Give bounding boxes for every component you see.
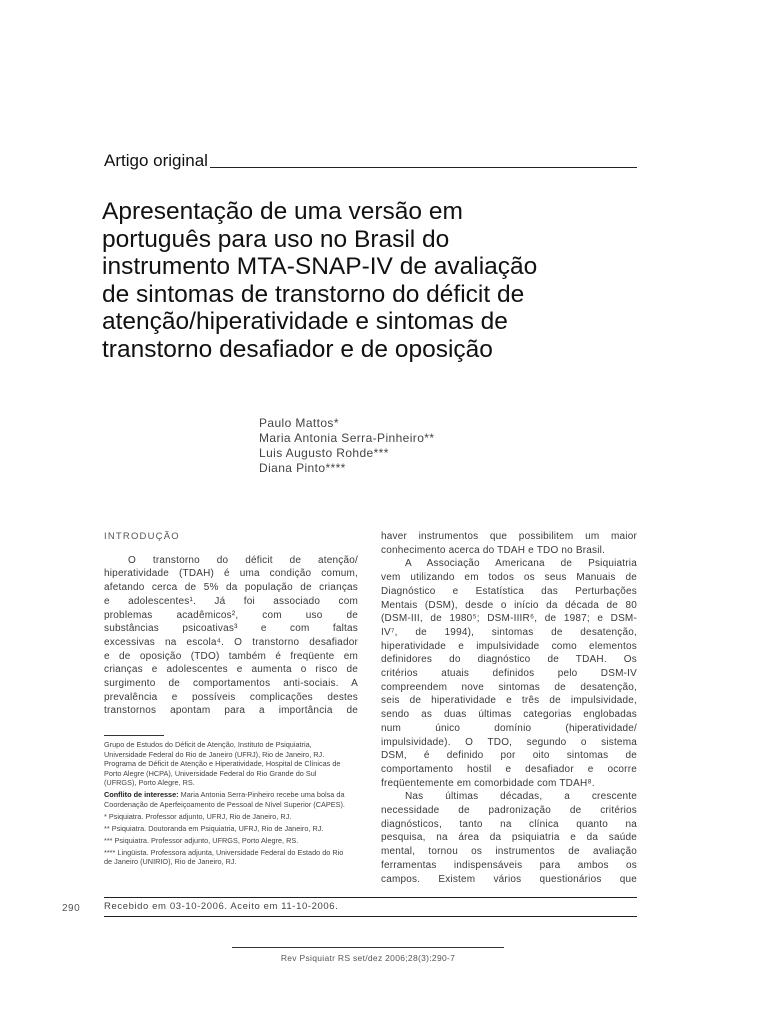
author-note: *** Psiquiatra. Professor adjunto, UFRGS, Porto Alegre, RS. — [104, 835, 299, 845]
body-line: substâncias psicoativas³ e com faltas — [104, 623, 358, 635]
footnote-line: Grupo de Estudos do Déficit de Atenção, Instituto de Psiquiatria, — [104, 740, 312, 749]
article-title — [102, 198, 642, 363]
footnote-line: Universidade Federal do Rio de Janeiro (UFRJ), Rio de Janeiro, RJ. — [104, 749, 325, 759]
body-line: afetando cerca de 5% da população de crianças — [104, 582, 358, 594]
body-line: seis de hiperatividade e três de impulsividade, — [381, 695, 637, 707]
body-line: Nas últimas décadas, a crescente — [405, 791, 637, 803]
footnote-rule — [104, 735, 164, 736]
title-line: transtorno desafiador e de oposição — [102, 335, 493, 363]
body-line: hiperatividade (TDAH) é uma condição comum, — [104, 568, 358, 580]
section-label: Artigo original — [104, 151, 208, 170]
body-line: prevalência e possíveis complicações destes — [104, 691, 358, 703]
body-line: definidores do diagnóstico de TDAH. Os — [381, 654, 637, 666]
body-line: freqüentemente em comorbidade com TDAH⁸. — [381, 777, 595, 789]
title-line: de sintomas de transtorno do déficit de — [102, 280, 525, 308]
author-note — [104, 848, 360, 867]
title-line: instrumento MTA-SNAP-IV de avaliação — [102, 253, 538, 280]
body-line: impulsividade). O TDO, segundo o sistema — [381, 736, 637, 748]
body-line: Diagnóstico e Estatística das Perturbações — [381, 585, 637, 597]
conflict-label: Conflito de interesse: — [104, 790, 179, 799]
footer-rule-top — [104, 897, 637, 898]
footnote-line — [104, 790, 360, 800]
body-column-left — [104, 530, 358, 718]
author-note: * Psiquiatra. Professor adjunto, UFRJ, Rio de Janeiro, RJ. — [104, 811, 292, 821]
body-line: haver instrumentos que possibilitem um maior — [381, 531, 637, 542]
body-line: compreendem nove sintomas de desatenção, — [381, 681, 637, 693]
body-line: crianças e adolescentes e aumenta o risco de — [104, 664, 358, 676]
body-line: A Associação Americana de Psiquiatria — [405, 558, 637, 570]
body-line: surgimento de comportamentos anti-sociais. A — [104, 678, 358, 690]
received-date: Recebido em 03-10-2006. Aceito em 11-10-2006. — [104, 901, 339, 912]
page-number: 290 — [62, 903, 81, 914]
body-line: necessidade de padronização de critérios — [381, 805, 637, 817]
journal-rule — [232, 947, 504, 948]
body-line: mental, tornou os instrumentos de avaliação — [381, 846, 637, 858]
author-name: Diana Pinto**** — [259, 461, 346, 475]
body-line: critérios atuais definidos pelo DSM-IV — [381, 668, 637, 680]
footnote-line: Coordenação de Aperfeiçoamento de Pessoal de Nível Superior (CAPES). — [104, 799, 345, 809]
author-list — [259, 416, 434, 476]
footnote-line: Programa de Déficit de Atenção e Hiperatividade, Hospital de Clínicas de — [104, 759, 341, 768]
author-name: Maria Antonia Serra-Pinheiro** — [259, 431, 435, 445]
body-line: pesquisa, na área da psiquiatria e da saúde — [381, 832, 637, 844]
affiliation-note — [104, 740, 360, 788]
journal-citation: Rev Psiquiatr RS set/dez 2006;28(3):290-7 — [280, 953, 456, 963]
body-line: problemas acadêmicos², com uso de — [104, 609, 358, 621]
body-line: diagnósticos, tanto na clínica quanto na — [381, 818, 637, 830]
body-line: conhecimento acerca do TDAH e TDO no Brasil. — [381, 544, 606, 556]
title-line: Apresentação de uma versão em — [102, 198, 463, 225]
body-line: excessivas na escola⁴. O transtorno desafiador — [104, 636, 358, 648]
footnote-line: (UFRGS), Porto Alegre, RS. — [104, 778, 195, 787]
footnotes — [104, 740, 360, 869]
title-line: português para uso no Brasil do — [102, 225, 450, 253]
body-line: campos. Existem vários questionários que — [381, 873, 637, 885]
body-line: hiperatividade e impulsividade como elementos — [381, 640, 637, 652]
conflict-text: Maria Antonia Serra-Pinheiro recebe uma bolsa da — [178, 790, 345, 799]
author-note: ** Psiquiatra. Doutoranda em Psiquiatria, UFRJ, Rio de Janeiro, RJ. — [104, 823, 324, 833]
body-column-right — [381, 530, 637, 886]
conflict-note — [104, 790, 360, 809]
body-line: num único domínio (hiperatividade/ — [381, 722, 637, 734]
section-heading-introduction: INTRODUÇÃO — [104, 531, 180, 542]
body-line: comportamento hostil e desafiador e ocorre — [381, 763, 637, 775]
body-line: transtornos apontam para a importância de — [104, 705, 358, 717]
footer-rule-bottom — [104, 916, 637, 917]
footnote-line: Porto Alegre (HCPA), Universidade Federal do Rio Grande do Sul — [104, 768, 317, 778]
body-line: DSM, é definido por oito sintomas de — [381, 750, 637, 762]
body-line: e de oposição (TDO) também é freqüente em — [104, 650, 358, 662]
footnote-line: de Janeiro (UNIRIO), Rio de Janeiro, RJ. — [104, 857, 237, 866]
body-line: Mentais (DSM), desde o início da década de 80 — [381, 599, 637, 611]
author-name: Luis Augusto Rohde*** — [259, 446, 389, 460]
body-line: vem utilizando em todos os seus Manuais de — [381, 572, 637, 584]
footnote-line: **** Lingüista. Professora adjunta, Universidade Federal do Estado do Rio — [104, 847, 344, 857]
body-line: ferramentas indispensáveis para ambos os — [381, 859, 637, 871]
body-line: e adolescentes¹. Já foi associado com — [104, 595, 358, 607]
body-line: O transtorno do déficit de atenção/ — [128, 554, 358, 566]
author-name: Paulo Mattos* — [259, 416, 339, 430]
title-line: atenção/hiperatividade e sintomas de — [102, 308, 508, 335]
body-line: IV⁷, de 1994), sintomas de desatenção, — [381, 626, 637, 638]
body-line: sendo as duas últimas categorias englobadas — [381, 709, 637, 721]
body-line: (DSM-III, de 1980⁵; DSM-IIIR⁶, de 1987; e DSM- — [381, 613, 637, 625]
